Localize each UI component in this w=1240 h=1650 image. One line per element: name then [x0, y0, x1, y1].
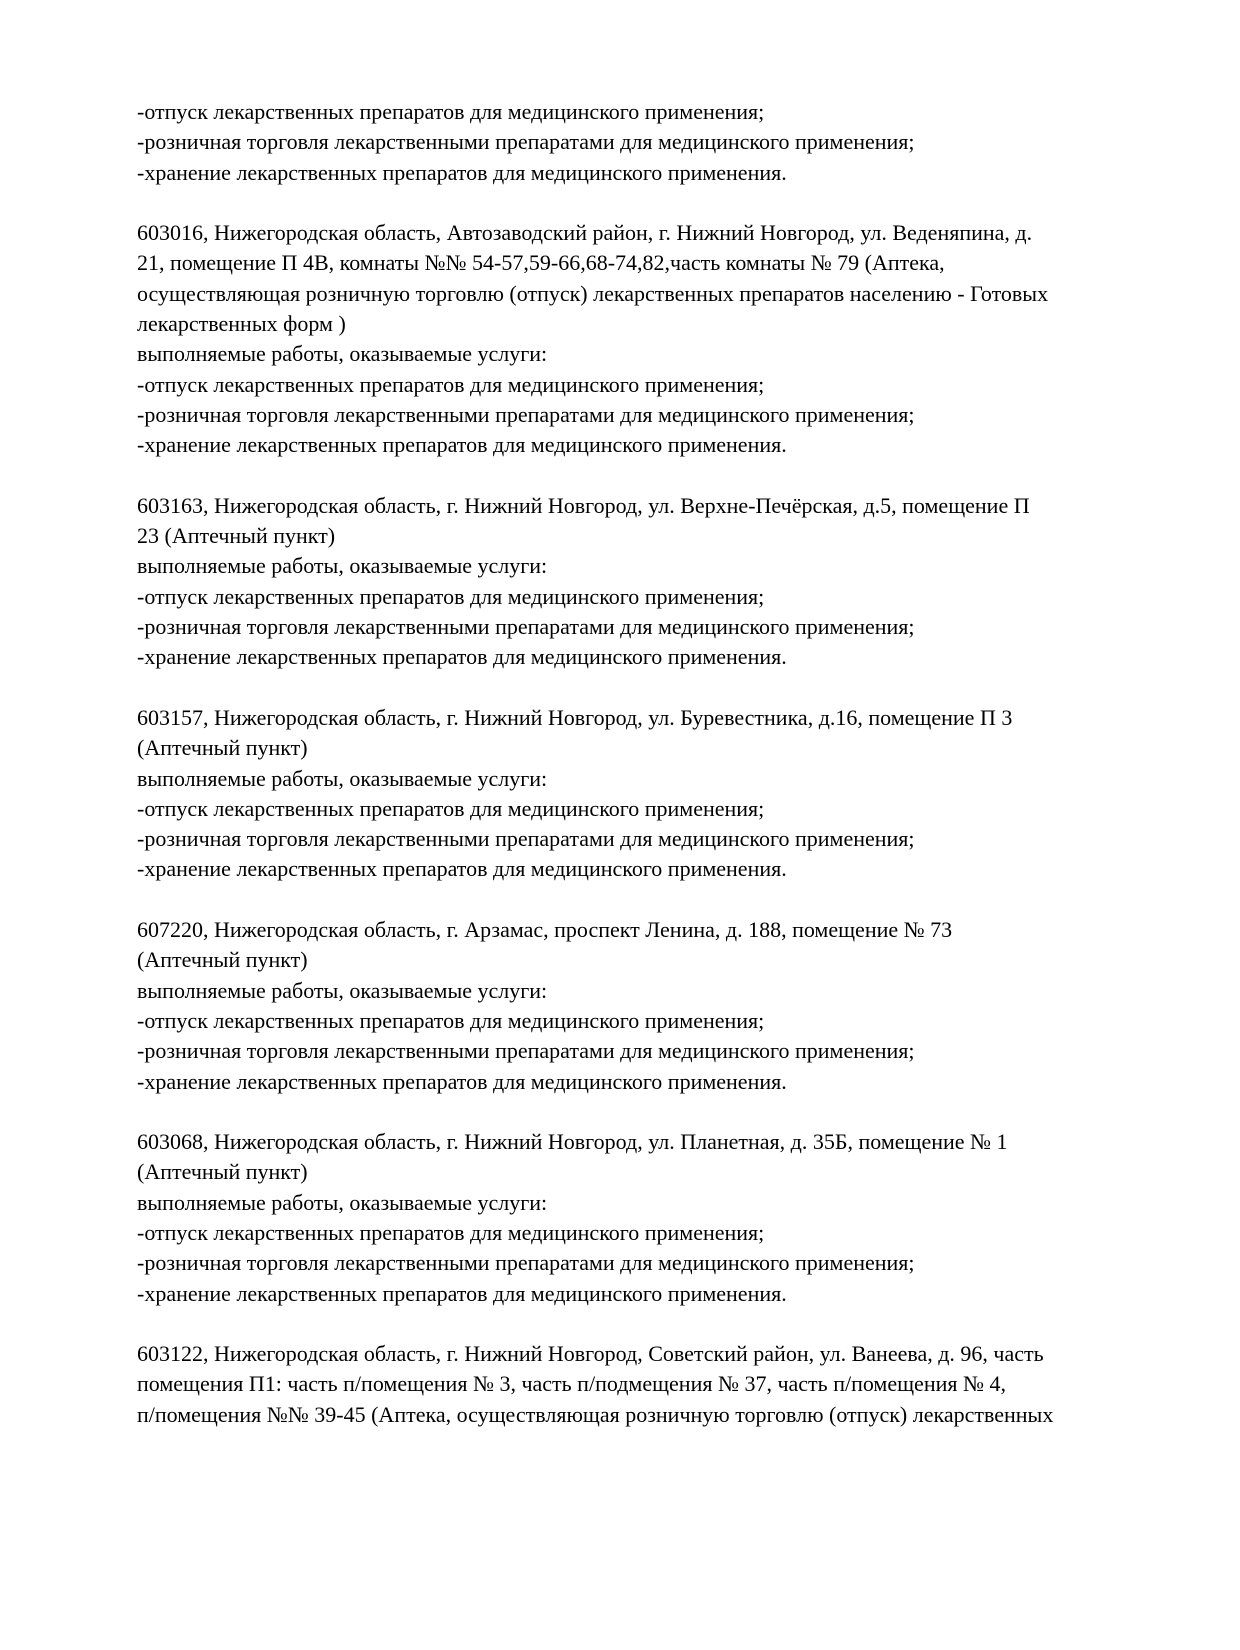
service-line: -отпуск лекарственных препаратов для медицинского применения; [137, 99, 765, 124]
entry-address-line: осуществляющая розничную торговлю (отпуск) лекарственных препаратов населению - Готовых [137, 280, 1049, 306]
entry-603068 [137, 1127, 1147, 1309]
entry-address-line: 603163, Нижегородская область, г. Нижний Новгород, ул. Верхне-Печёрская, д.5, помещение П [137, 492, 1030, 518]
service-line: -отпуск лекарственных препаратов для медицинского применения; [137, 371, 765, 397]
service-line: -отпуск лекарственных препаратов для медицинского применения; [137, 795, 765, 821]
works-label: выполняемые работы, оказываемые услуги: [137, 1189, 548, 1215]
service-line: -хранение лекарственных препаратов для медицинского применения. [137, 1280, 787, 1306]
entry-address-line: 603122, Нижегородская область, г. Нижний Новгород, Советский район, ул. Ванеева, д. 96, часть [137, 1341, 1044, 1367]
works-label: выполняемые работы, оказываемые услуги: [137, 977, 548, 1003]
entry-603122 [137, 1339, 1147, 1430]
service-line: -розничная торговля лекарственными препаратами для медицинского применения; [137, 129, 915, 155]
entry-address-line: (Аптечный пункт) [137, 735, 308, 761]
entry-address-line: (Аптечный пункт) [137, 947, 308, 973]
service-line: -розничная торговля лекарственными препаратами для медицинского применения; [137, 1038, 915, 1064]
entry-address-line: 603157, Нижегородская область, г. Нижний Новгород, ул. Буревестника, д.16, помещение П 3 [137, 704, 1013, 730]
works-label: выполняемые работы, оказываемые услуги: [137, 341, 548, 367]
works-label: выполняемые работы, оказываемые услуги: [137, 765, 548, 791]
service-line: -хранение лекарственных препаратов для медицинского применения. [137, 644, 787, 670]
entry-address-line: 607220, Нижегородская область, г. Арзамас, проспект Ленина, д. 188, помещение № 73 [137, 917, 953, 943]
service-line: -отпуск лекарственных препаратов для медицинского применения; [137, 583, 765, 609]
document-page [137, 97, 1147, 1430]
entry-603157 [137, 703, 1147, 885]
service-line: -розничная торговля лекарственными препаратами для медицинского применения; [137, 826, 915, 852]
entry-607220 [137, 915, 1147, 1097]
works-label: выполняемые работы, оказываемые услуги: [137, 553, 548, 579]
entry-address-line: 603068, Нижегородская область, г. Нижний Новгород, ул. Планетная, д. 35Б, помещение № 1 [137, 1129, 1008, 1155]
entry-address-line: лекарственных форм ) [137, 311, 346, 337]
entry-address-line: 23 (Аптечный пункт) [137, 523, 336, 549]
service-line: -отпуск лекарственных препаратов для медицинского применения; [137, 1007, 765, 1033]
entry-address-line: п/помещения №№ 39-45 (Аптека, осуществляющая розничную торговлю (отпуск) лекарственных [137, 1401, 1054, 1427]
entry-address-line: (Аптечный пункт) [137, 1159, 308, 1185]
service-line: -хранение лекарственных препаратов для медицинского применения. [137, 159, 787, 185]
entry-continued [137, 97, 1147, 188]
entry-603016 [137, 218, 1147, 460]
service-line: -розничная торговля лекарственными препаратами для медицинского применения; [137, 1250, 915, 1276]
entry-address-line: 603016, Нижегородская область, Автозаводский район, г. Нижний Новгород, ул. Веденяпина, д. [137, 220, 1033, 246]
service-line: -хранение лекарственных препаратов для медицинского применения. [137, 432, 787, 458]
service-line: -розничная торговля лекарственными препаратами для медицинского применения; [137, 614, 915, 640]
entry-address-line: 21, помещение П 4В, комнаты №№ 54-57,59-66,68-74,82,часть комнаты № 79 (Аптека, [137, 250, 945, 276]
service-line: -хранение лекарственных препаратов для медицинского применения. [137, 1068, 787, 1094]
service-line: -отпуск лекарственных препаратов для медицинского применения; [137, 1219, 765, 1245]
service-line: -розничная торговля лекарственными препаратами для медицинского применения; [137, 401, 915, 427]
service-line: -хранение лекарственных препаратов для медицинского применения. [137, 856, 787, 882]
entry-603163 [137, 491, 1147, 673]
entry-address-line: помещения П1: часть п/помещения № 3, часть п/подмещения № 37, часть п/помещения № 4, [137, 1371, 1006, 1397]
